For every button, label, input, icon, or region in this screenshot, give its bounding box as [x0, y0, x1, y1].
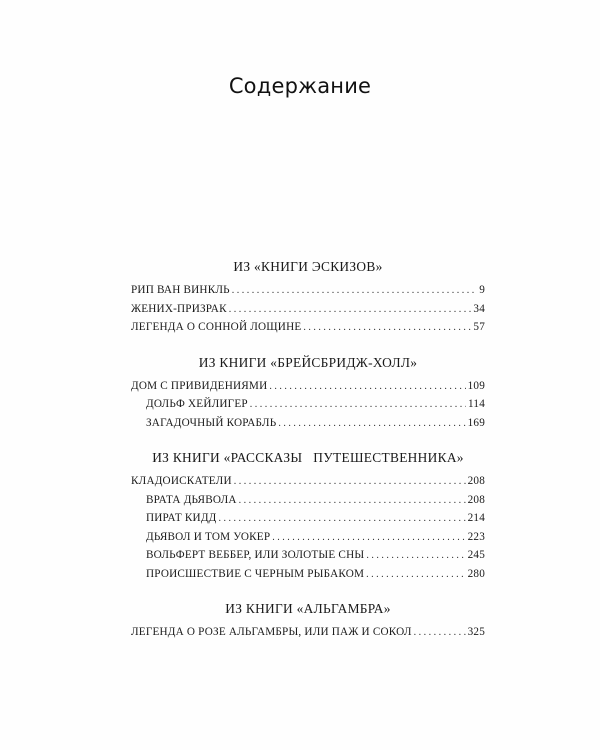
toc-entry[interactable] — [131, 509, 485, 528]
toc-entry[interactable] — [131, 565, 485, 584]
entry-page-number: 245 — [467, 549, 485, 561]
entry-title: ДЬЯВОЛ И ТОМ УОКЕР — [146, 530, 271, 543]
dot-leader — [366, 566, 465, 585]
entry-title: ЛЕГЕНДА О РОЗЕ АЛЬГАМБРЫ, ИЛИ ПАЖ И СОКОЛ — [131, 626, 412, 638]
entry-page-number: 114 — [468, 398, 485, 410]
toc-entry[interactable] — [131, 377, 485, 396]
entry-title: ЛЕГЕНДА О СОННОЙ ЛОЩИНЕ — [131, 321, 302, 333]
entry-page-number: 169 — [467, 416, 485, 429]
entry-page-number: 325 — [467, 626, 485, 638]
entry-title: ПИРАТ КИДД — [146, 512, 217, 524]
dot-leader — [366, 547, 465, 566]
toc-entry[interactable] — [131, 491, 485, 510]
dot-leader — [414, 624, 466, 643]
dot-leader — [272, 529, 465, 548]
dot-leader — [269, 378, 465, 397]
section-heading: ИЗ «КНИГИ ЭСКИЗОВ» — [233, 259, 383, 274]
entry-page-number: 223 — [467, 530, 485, 543]
toc-entry[interactable] — [131, 546, 485, 565]
dot-leader — [278, 415, 465, 434]
entry-title: ЖЕНИХ-ПРИЗРАК — [131, 302, 227, 315]
section-heading: ИЗ КНИГИ «РАССКАЗЫ ПУТЕШЕСТВЕННИКА» — [152, 450, 464, 465]
entry-page-number: 208 — [467, 493, 485, 506]
dot-leader — [250, 396, 466, 415]
dot-leader — [234, 473, 466, 492]
section-heading: ИЗ КНИГИ «БРЕЙСБРИДЖ-ХОЛЛ» — [198, 354, 418, 370]
toc-section-tales-of-a-traveller — [131, 447, 485, 583]
toc-section-bracebridge-hall — [131, 352, 485, 433]
dot-leader — [239, 492, 466, 511]
entry-title: ВРАТА ДЬЯВОЛА — [146, 493, 237, 506]
entry-title: КЛАДОИСКАТЕЛИ — [131, 475, 232, 487]
dot-leader — [229, 301, 472, 320]
toc-entry[interactable] — [131, 623, 485, 642]
toc-entry[interactable] — [131, 281, 485, 300]
entry-page-number: 34 — [473, 302, 485, 315]
entry-page-number: 9 — [479, 284, 485, 296]
entry-page-number: 57 — [473, 321, 485, 333]
toc-section-sketch-book — [131, 256, 485, 337]
entry-page-number: 280 — [467, 567, 485, 580]
toc-entry[interactable] — [131, 414, 485, 433]
dot-leader — [218, 510, 465, 529]
entry-title: РИП ВАН ВИНКЛЬ — [131, 284, 230, 296]
toc-entry[interactable] — [131, 472, 485, 491]
toc-entry[interactable] — [131, 395, 485, 414]
toc-section-alhambra — [131, 598, 485, 642]
entry-title: ДОМ С ПРИВИДЕНИЯМИ — [131, 379, 268, 392]
dot-leader — [232, 282, 477, 301]
dot-leader — [303, 319, 471, 338]
entry-title: ДОЛЬФ ХЕЙЛИГЕР — [146, 398, 248, 410]
toc-entry[interactable] — [131, 300, 485, 319]
section-heading: ИЗ КНИГИ «АЛЬГАМБРА» — [225, 601, 391, 616]
toc-entry[interactable] — [131, 528, 485, 547]
page-title: Содержание — [228, 74, 372, 98]
toc-entry[interactable] — [131, 318, 485, 337]
entry-page-number: 214 — [467, 512, 485, 524]
entry-page-number: 109 — [467, 379, 485, 392]
entry-page-number: 208 — [467, 475, 485, 487]
entry-title: ПРОИСШЕСТВИЕ С ЧЕРНЫМ РЫБАКОМ — [146, 567, 365, 580]
entry-title: ВОЛЬФЕРТ ВЕББЕР, ИЛИ ЗОЛОТЫЕ СНЫ — [146, 549, 365, 561]
table-of-contents — [131, 256, 485, 642]
entry-title: ЗАГАДОЧНЫЙ КОРАБЛЬ — [146, 416, 277, 429]
